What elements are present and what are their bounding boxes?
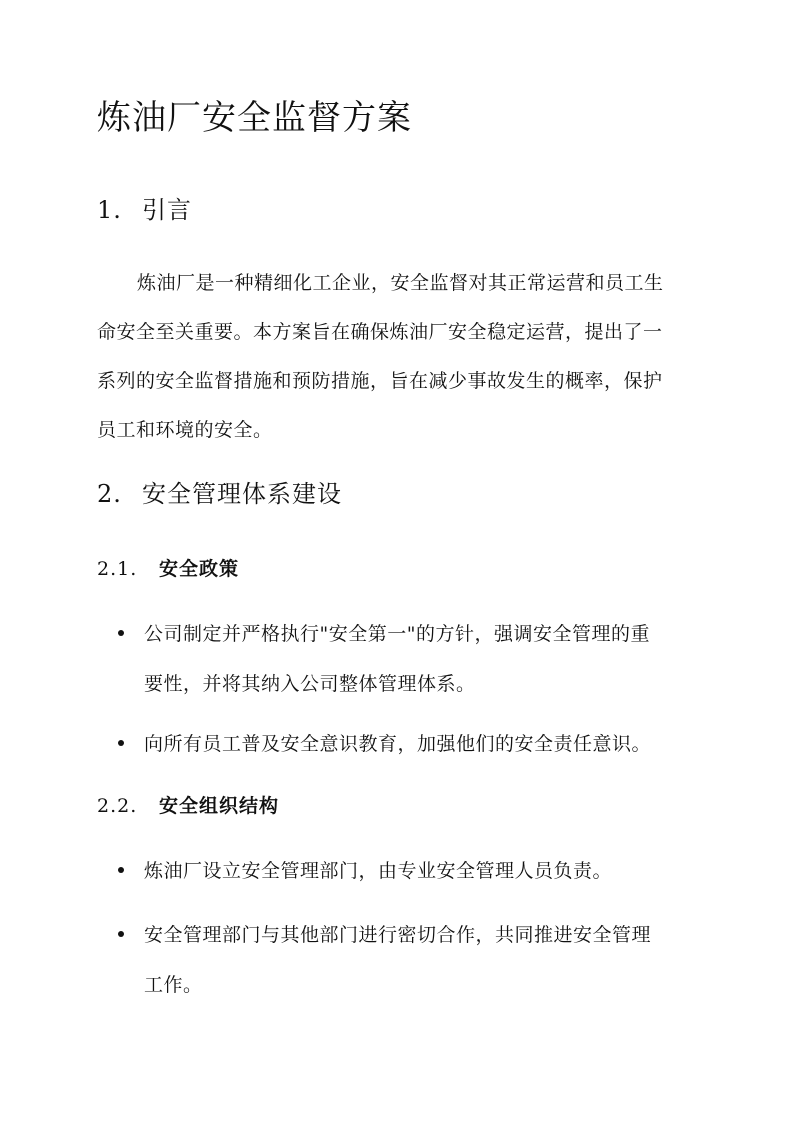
paragraph-line: 系列的安全监督措施和预防措施，旨在减少事故发生的概率，保护	[97, 370, 663, 392]
bullet-icon	[118, 740, 124, 746]
list-item-text	[144, 846, 714, 896]
list-item-text	[144, 719, 714, 769]
section-heading-safety-system	[97, 477, 342, 511]
list-item	[118, 719, 708, 769]
list-item-line: 要性，并将其纳入公司整体管理体系。	[144, 673, 476, 695]
list-item-line: 炼油厂设立安全管理部门，由专业安全管理人员负责。	[144, 860, 613, 882]
document-title: 炼油厂安全监督方案	[97, 98, 412, 138]
subsection-heading-safety-policy	[97, 555, 239, 583]
list-item	[118, 910, 708, 1010]
paragraph-line: 员工和环境的安全。	[97, 419, 273, 441]
paragraph-line: 命安全至关重要。本方案旨在确保炼油厂安全稳定运营，提出了一	[97, 321, 663, 343]
list-item-line: 向所有员工普及安全意识教育，加强他们的安全责任意识。	[144, 733, 652, 755]
paragraph-line: 炼油厂是一种精细化工企业，安全监督对其正常运营和员工生	[137, 272, 664, 294]
bullet-icon	[118, 867, 124, 873]
section-title: 引言	[142, 196, 192, 224]
list-item-text	[144, 609, 714, 709]
section-number: 2.	[97, 480, 122, 508]
subsection-title: 安全政策	[159, 558, 240, 580]
subsection-number: 2.2.	[97, 795, 138, 817]
bullet-icon	[118, 630, 124, 636]
section-title: 安全管理体系建设	[142, 480, 342, 508]
list-item-line: 安全管理部门与其他部门进行密切合作，共同推进安全管理	[144, 924, 652, 946]
subsection-title: 安全组织结构	[159, 795, 280, 817]
list-item	[118, 846, 708, 896]
list-item-line: 公司制定并严格执行"安全第一"的方针，强调安全管理的重	[144, 623, 650, 645]
subsection-heading-safety-organization	[97, 792, 279, 820]
list-item-text	[144, 910, 714, 1010]
introduction-paragraph	[97, 259, 702, 455]
subsection-number: 2.1.	[97, 558, 138, 580]
bullet-icon	[118, 931, 124, 937]
list-item	[118, 609, 708, 709]
list-item-line: 工作。	[144, 974, 203, 996]
section-number: 1.	[97, 196, 122, 224]
section-heading-introduction	[97, 193, 192, 227]
